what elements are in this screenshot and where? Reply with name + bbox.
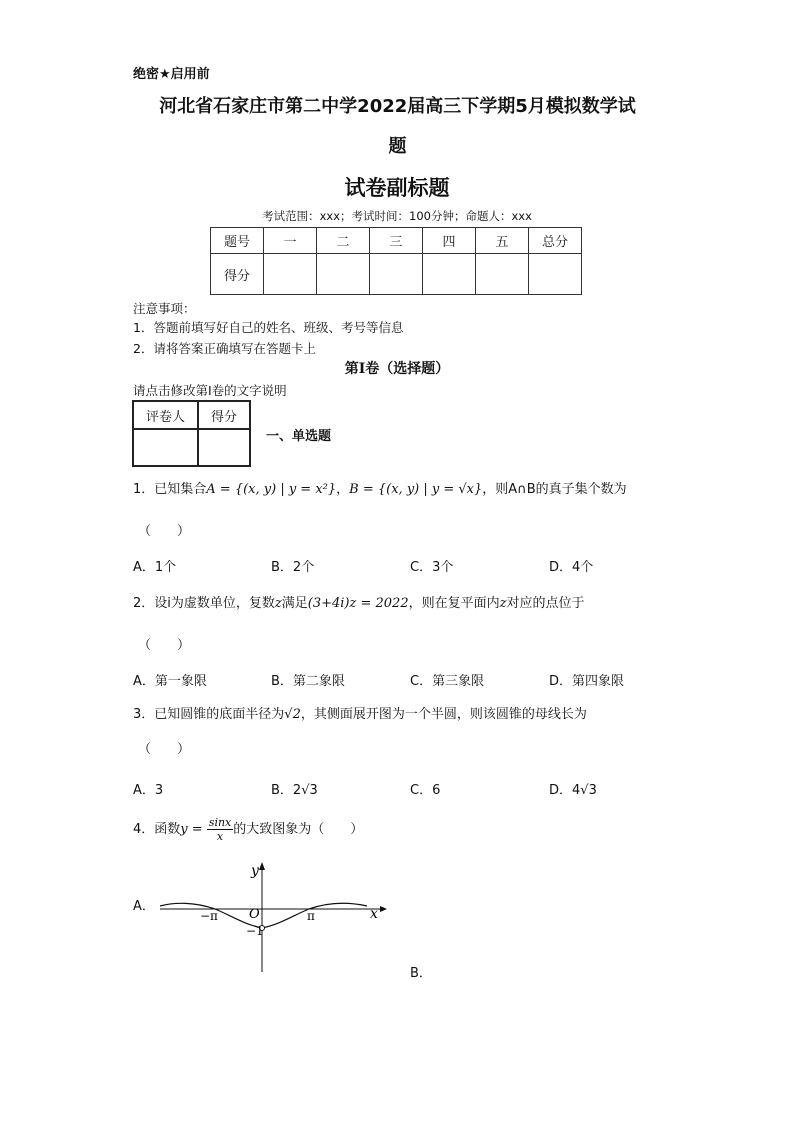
- score-header-cell: 三: [370, 228, 423, 254]
- option-a[interactable]: A．: [133, 899, 155, 914]
- score-header-cell: 二: [317, 228, 370, 254]
- question-2-text: 2．设i为虚数单位，复数: [133, 596, 275, 611]
- question-3: [133, 703, 587, 722]
- set-a: A = {(x, y) | y = x²}: [206, 482, 337, 497]
- x-axis-arrow: [380, 906, 387, 912]
- notes-title: 注意事项：: [133, 301, 196, 316]
- exam-title-line2: 题: [388, 136, 407, 157]
- question-2-text: 满足: [281, 596, 308, 611]
- equation: (3+4i)z = 2022: [307, 596, 409, 611]
- grader-table: [132, 400, 251, 467]
- grader-score-label: 得分: [198, 401, 250, 429]
- exam-title-line1: 河北省石家庄市第二中学2022届高三下学期5月模拟数学试: [159, 96, 636, 117]
- answer-paren: （ ）: [138, 524, 191, 539]
- function-fraction: [207, 816, 233, 843]
- score-cell[interactable]: [264, 254, 317, 295]
- score-value-row: [211, 254, 582, 295]
- grader-score-cell[interactable]: [198, 429, 250, 466]
- exam-info: 考试范围：xxx；考试时间：100分钟；命题人：xxx: [262, 209, 532, 223]
- score-header-row: [211, 228, 582, 254]
- section-title: 第I卷（选择题）: [344, 361, 450, 377]
- var-z: z: [274, 596, 282, 611]
- score-cell[interactable]: [423, 254, 476, 295]
- question-3-text: ，其侧面展开图为一个半圆，则该圆锥的母线长为: [300, 707, 587, 722]
- option-c[interactable]: C．6: [410, 783, 441, 798]
- exam-subtitle: 试卷副标题: [344, 176, 450, 200]
- note-item: 2．请将答案正确填写在答题卡上: [133, 341, 316, 356]
- option-c[interactable]: C．第三象限: [410, 674, 485, 689]
- x-axis-label: x: [370, 906, 378, 922]
- function-lhs: y =: [180, 822, 203, 837]
- score-cell[interactable]: [317, 254, 370, 295]
- set-b: B = {(x, y) | y = √x}: [349, 482, 483, 497]
- question-2-text: 对应的点位于: [506, 596, 585, 611]
- question-4-text: 4．函数: [133, 822, 181, 837]
- option-a[interactable]: A．3: [133, 783, 164, 798]
- var-z: z: [499, 596, 507, 611]
- part-title: 一、单选题: [266, 429, 332, 444]
- score-cell[interactable]: [370, 254, 423, 295]
- score-cell[interactable]: [476, 254, 529, 295]
- question-1-prefix: 1．已知集合: [133, 482, 207, 497]
- score-header-cell: 题号: [211, 228, 264, 254]
- option-b[interactable]: B．第二象限: [271, 674, 345, 689]
- option-c[interactable]: C．3个: [410, 560, 454, 575]
- grader-value-row: [133, 429, 250, 466]
- question-1-suffix: ，则A∩B的真子集个数为: [482, 482, 627, 497]
- question-2-text: ，则在复平面内: [408, 596, 500, 611]
- question-2: [133, 592, 584, 611]
- question-1: 1．已知集合A = {(x, y) | y = x²}，B = {(x, y) | y = √x}，则A∩B的真子集个数为: [133, 482, 627, 497]
- question-4: [133, 816, 363, 843]
- score-table: [210, 227, 582, 295]
- score-header-cell: 一: [264, 228, 317, 254]
- fraction-denominator: x: [216, 830, 224, 843]
- neg-one-label: −1: [246, 924, 264, 938]
- note-item: 1．答题前填写好自己的姓名、班级、考号等信息: [133, 320, 404, 335]
- score-header-cell: 五: [476, 228, 529, 254]
- y-axis-arrow: [259, 862, 265, 870]
- score-header-cell: 四: [423, 228, 476, 254]
- answer-paren: （ ）: [138, 742, 191, 757]
- score-header-cell: 总分: [529, 228, 582, 254]
- grader-header-row: [133, 401, 250, 429]
- section-instruction[interactable]: 请点击修改第I卷的文字说明: [133, 383, 287, 398]
- question-3-text: 3．已知圆锥的底面半径为: [133, 707, 285, 722]
- fraction-numerator: sinx: [208, 816, 232, 829]
- score-row-label: 得分: [211, 254, 264, 295]
- score-cell[interactable]: [529, 254, 582, 295]
- confidential-mark: 绝密★启用前: [133, 67, 210, 82]
- option-a[interactable]: A．第一象限: [133, 674, 207, 689]
- option-d[interactable]: D．4√3: [549, 783, 597, 798]
- option-d[interactable]: D．4个: [549, 560, 594, 575]
- y-axis-label: y: [251, 863, 259, 879]
- answer-paren: （ ）: [138, 638, 191, 653]
- grader-label: 评卷人: [133, 401, 198, 429]
- graph-option-a[interactable]: [155, 860, 395, 975]
- question-4-text: 的大致图象为（ ）: [233, 822, 364, 837]
- radius-value: √2: [284, 707, 301, 722]
- option-b[interactable]: B．: [410, 966, 432, 981]
- neg-pi-label: −π: [200, 909, 218, 923]
- origin-label: O: [249, 907, 260, 922]
- grader-cell[interactable]: [133, 429, 198, 466]
- option-b[interactable]: B．2个: [271, 560, 315, 575]
- pi-label: π: [307, 909, 315, 923]
- option-d[interactable]: D．第四象限: [549, 674, 625, 689]
- option-b[interactable]: B．2√3: [271, 783, 318, 798]
- option-a[interactable]: A．1个: [133, 560, 177, 575]
